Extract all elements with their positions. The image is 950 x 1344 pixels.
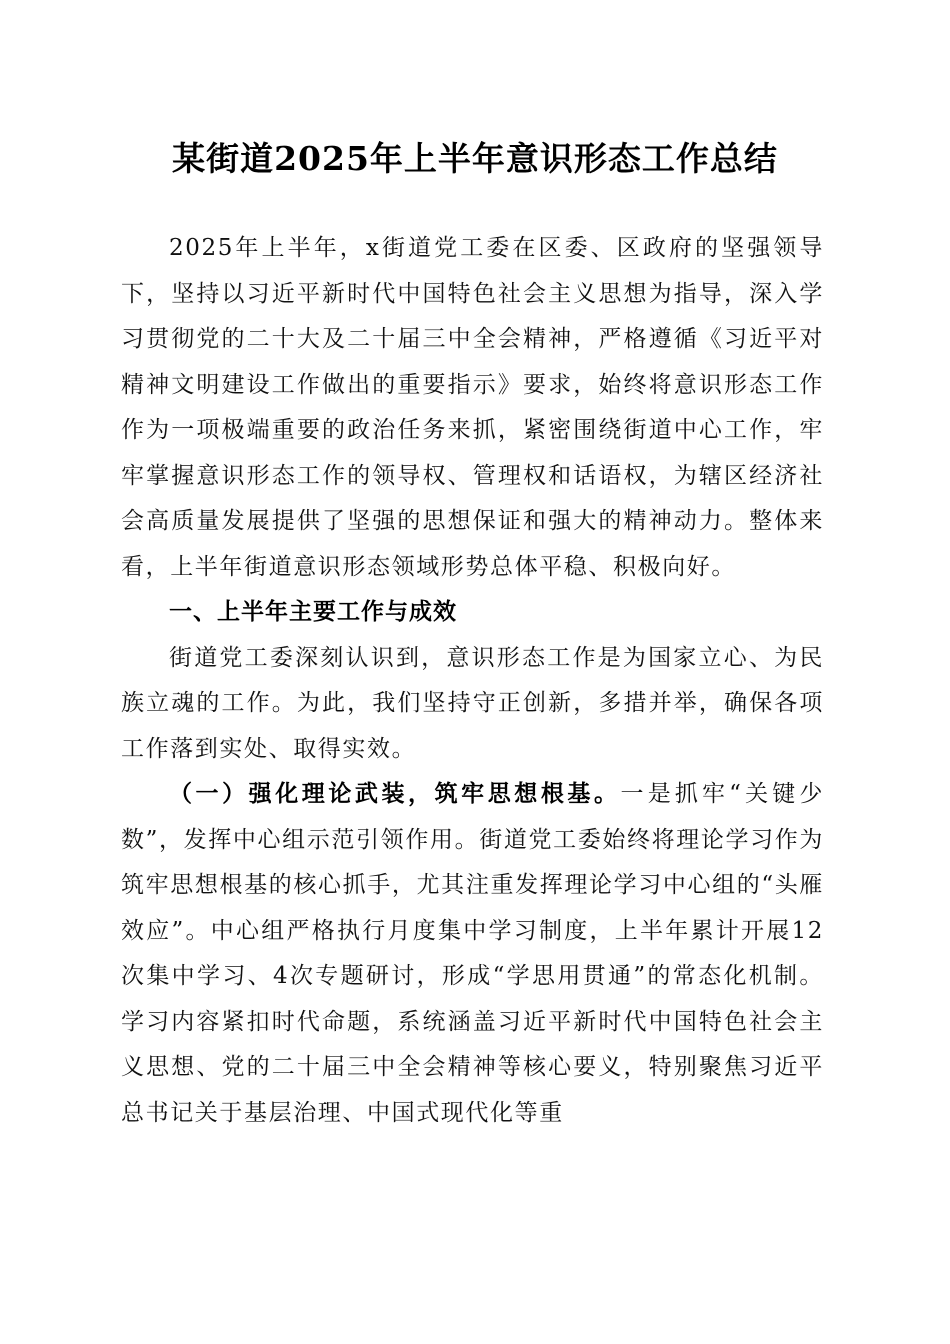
subsection-paragraph (121, 772, 824, 1136)
document-body (121, 226, 824, 1136)
document-title: 某街道2025年上半年意识形态工作总结 (172, 139, 778, 178)
section-intro-paragraph: 街道党工委深刻认识到，意识形态工作是为国家立心、为民族立魂的工作。为此，我们坚持守正创新，多措并举，确保各项工作落到实处、取得实效。 (121, 644, 824, 762)
subsection-heading: （一）强化理论武装，筑牢思想根基。 (169, 781, 621, 807)
intro-paragraph: 2025年上半年，x街道党工委在区委、区政府的坚强领导下，坚持以习近平新时代中国特色社会主义思想为指导，深入学习贯彻党的二十大及二十届三中全会精神，严格遵循《习近平对精神文明建设工作做出的重要指示》要求，始终将意识形态工作作为一项极端重要的政治任务来抓，紧密围绕街道中心工作，牢牢掌握意识形态工作的领导权、管理权和话语权，为辖区经济社会高质量发展提供了坚强的思想保证和强大的精神动力。整体来看，上半年街道意识形态领域形势总体平稳、积极向好。 (121, 235, 824, 580)
section-heading: 一、上半年主要工作与成效 (169, 599, 457, 625)
subsection-body: 一是抓牢“关键少数”，发挥中心组示范引领作用。街道党工委始终将理论学习作为筑牢思想根基的核心抓手，尤其注重发挥理论学习中心组的“头雁效应”。中心组严格执行月度集中学习制度，上半年累计开展12次集中学习、4次专题研讨，形成“学思用贯通”的常态化机制。学习内容紧扣时代命题，系统涵盖习近平新时代中国特色社会主义思想、党的二十届三中全会精神等核心要义，特别聚焦习近平总书记关于基层治理、中国式现代化等重 (121, 781, 825, 1126)
